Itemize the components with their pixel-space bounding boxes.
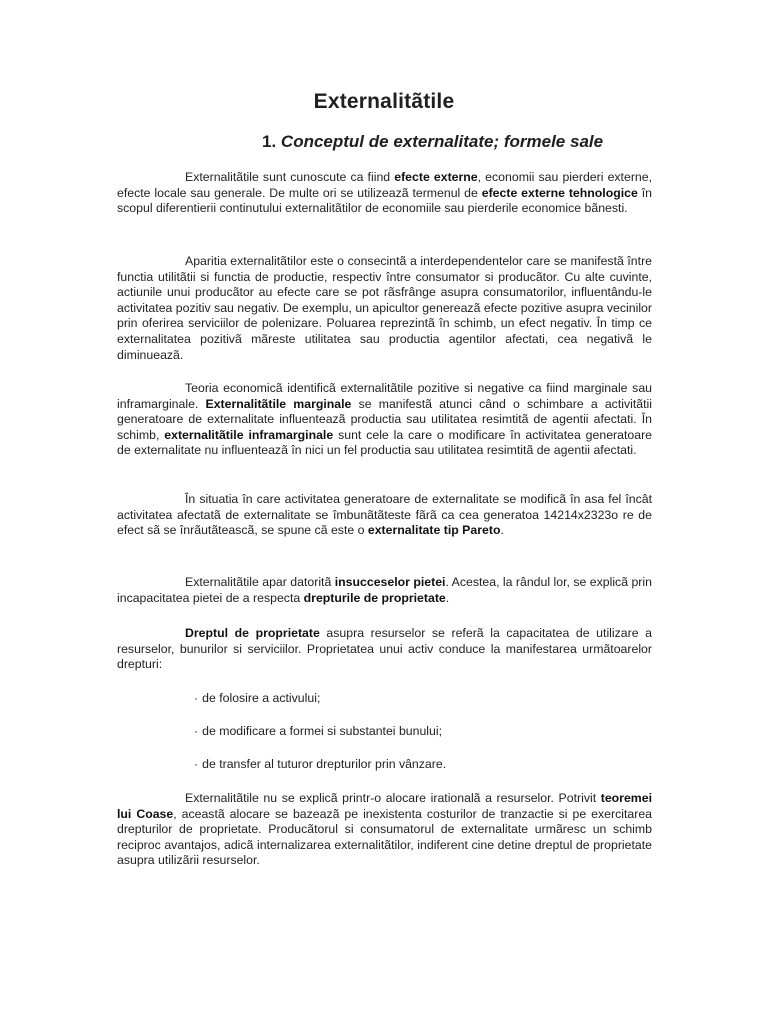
paragraph-1: [117, 170, 652, 217]
list-item: [194, 724, 442, 740]
text-run: , aceastã alocare se bazeazã pe inexistenta costurilor de tranzactie si pe exercitarea drepturilor de proprietate. Producãtorul si consumatorul de externalitate urmãresc un schimb reciproc avantajos, adicã internalizarea externalitãtilor, indiferent cine detine dreptul de proprietate asupra utilizãrii resurselor.: [117, 806, 652, 868]
bullet-marker: ·: [194, 724, 199, 738]
list-item: [194, 757, 446, 773]
text-run: .: [500, 523, 504, 538]
paragraph-3: [117, 381, 652, 459]
bold-term: externalitãtile inframarginale: [164, 427, 334, 442]
text-run: sunt cele la care o modificare în activitatea generatoare de externalitate nu influenteazã în nici un fel productia sau utilitatea resimtitã de agentii afectati.: [117, 427, 653, 458]
text-run: Aparitia externalitãtilor este o consecintã a interdependentelor care se manifestã între functia utilitãtii si functia de productie, respectiv între consumator si producãtor. Cu alte cuvinte, actiunile unui producãtor au efecte care se pot rãsfrânge asupra consumatorilor, influentându-le activitatea pozitiv sau negativ. De exemplu, un apicultor genereazã efecte pozitive asupra vecinilor prin oferirea serviciilor de polenizare. Poluarea reprezintã în schimb, un efect negativ. În timp ce externalitatea pozitivã mãreste utilitatea sau productia agentilor afectati, cea negativã le diminueazã.: [117, 254, 652, 362]
text-run: Externalitãtile apar datoritã: [185, 575, 335, 589]
bold-term: efecte externe: [394, 170, 478, 184]
paragraph-4: [117, 492, 652, 539]
bullet-marker: ·: [194, 691, 199, 705]
paragraph-2: [117, 254, 652, 363]
text-run: se manifestã atunci când o schimbare a activitãtii generatoare de externalitate influenteazã productia sau utilitatea resimtitã de agentii afectati. În schimb,: [117, 396, 652, 442]
list-item-text: de transfer al tuturor drepturilor prin vânzare.: [202, 757, 447, 771]
bold-term: Dreptul de proprietate: [185, 626, 320, 640]
bold-term: drepturile de proprietate: [303, 590, 446, 605]
text-run: Externalitãtile sunt cunoscute ca fiind: [185, 170, 395, 184]
section-heading: [262, 132, 603, 152]
list-item: [194, 691, 320, 707]
section-number: 1.: [262, 132, 277, 151]
text-run: Teoria economicã identificã externalitãtile pozitive si negative ca fiind marginale sau inframarginale.: [117, 381, 652, 411]
bold-term: teoremei lui Coase: [117, 791, 652, 821]
paragraph-6: [117, 626, 652, 673]
text-run: în scopul diferentierii continutului externalitãtilor de economiile sau pierderile economice bãnesti.: [117, 185, 652, 216]
text-run: , economii sau pierderi externe, efecte locale sau generale. De multe ori se utilizeazã termenul de: [117, 170, 653, 200]
text-run: Externalitãtile nu se explicã printr-o alocare irationalã a resurselor. Potrivit: [185, 791, 601, 805]
paragraph-7: [117, 791, 652, 869]
bold-term: externalitate tip Pareto: [367, 523, 501, 538]
bold-term: insucceselor pietei: [334, 575, 446, 589]
list-item-text: de folosire a activului;: [202, 691, 321, 705]
bold-term: efecte externe tehnologice: [481, 185, 638, 200]
bullet-marker: ·: [194, 757, 199, 771]
text-run: În situatia în care activitatea generatoare de externalitate se modificã în asa fel încât activitatea afectatã de externalitate se îmbunãtãteste fãrã ca cea generatoa 14214x2323o re de efect sã se înrãutãteascã, se spune cã este o: [117, 492, 652, 538]
bold-term: Externalitãtile marginale: [205, 396, 352, 411]
page-title: Externalitãtile: [313, 90, 455, 113]
text-run: . Acestea, la rândul lor, se explicã prin incapacitatea pietei de a respecta: [117, 575, 652, 605]
text-run: .: [445, 590, 450, 605]
text-run: asupra resurselor se referã la capacitatea de utilizare a resurselor, bunurilor si serviciilor. Proprietatea unui activ conduce la manifestarea urmãtoarelor drepturi:: [117, 626, 652, 672]
section-title: Conceptul de externalitate; formele sale: [280, 132, 604, 151]
paragraph-5: [117, 575, 652, 606]
list-item-text: de modificare a formei si substantei bunului;: [202, 724, 443, 738]
